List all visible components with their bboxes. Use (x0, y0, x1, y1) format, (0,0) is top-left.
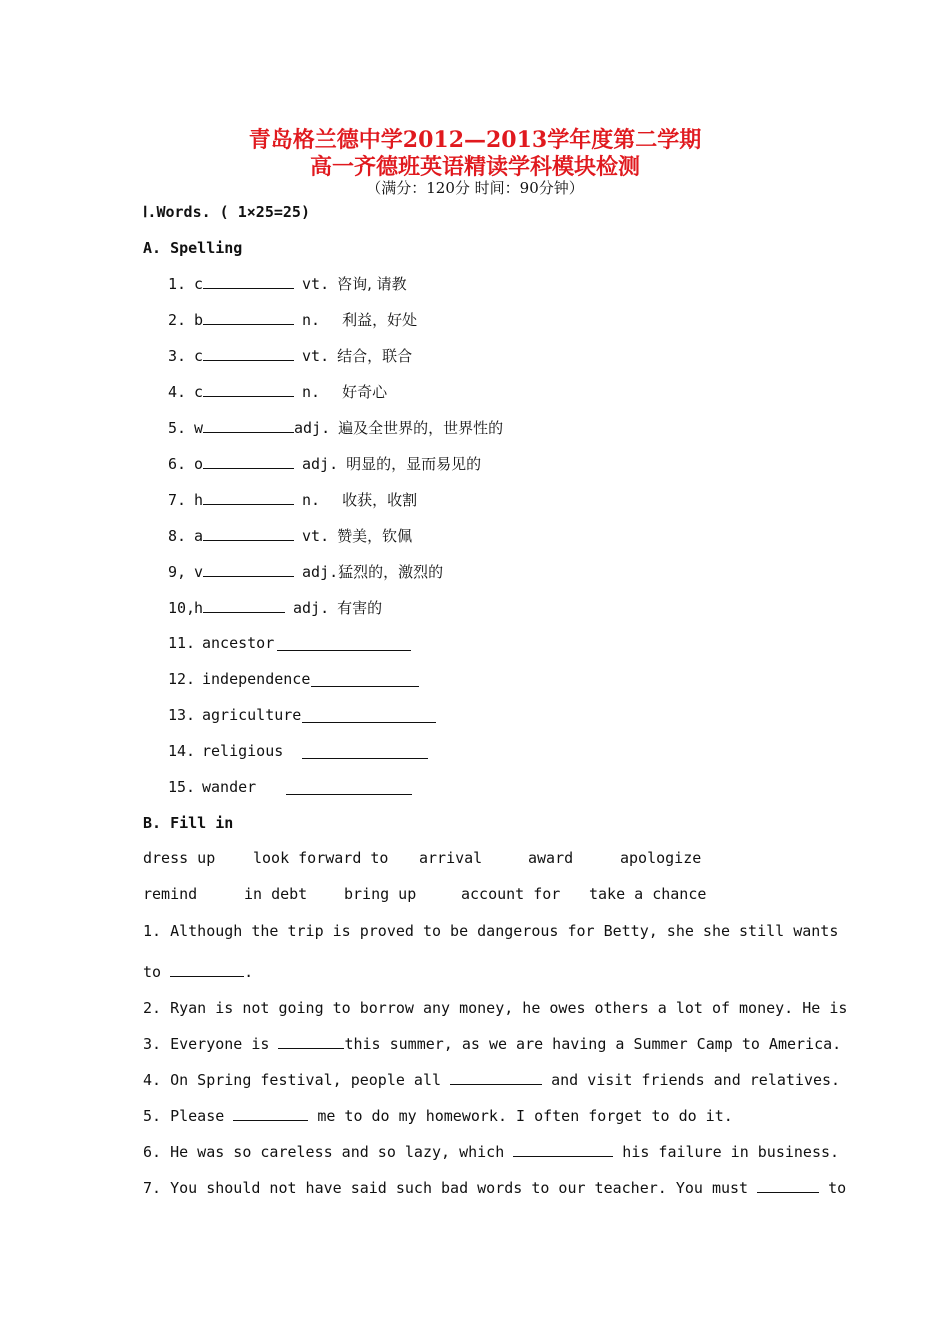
partB-heading: B. Fill in (143, 814, 234, 832)
first-letter: b (194, 311, 204, 329)
item-number: 15. (168, 778, 196, 796)
first-letter: h (194, 599, 204, 617)
english-word: religious (202, 742, 284, 760)
answer-blank[interactable] (203, 562, 294, 577)
word-bank-item: account for (461, 885, 561, 903)
answer-blank[interactable] (302, 744, 428, 759)
word-bank-item: in debt (244, 885, 308, 903)
part-of-speech: adj. (302, 563, 339, 581)
part-of-speech: n. (302, 383, 321, 401)
word-bank-item: take a chance (589, 885, 707, 903)
sentence-5 (143, 1106, 733, 1126)
answer-blank[interactable] (203, 454, 294, 469)
item-number: 3. (168, 347, 187, 365)
spelling-item (168, 526, 412, 546)
item-number: 11. (168, 634, 196, 652)
sentence-2: 2. Ryan is not going to borrow any money, he owes others a lot of money. He is (143, 999, 848, 1017)
chinese-meaning: 好奇心 (342, 383, 388, 401)
sentence-5-pre: 5. Please (143, 1107, 234, 1125)
part-of-speech: adj. (293, 599, 330, 617)
first-letter: a (194, 527, 204, 545)
exam-title-line1: 青岛格兰德中学2012—2013学年度第二学期 (248, 127, 702, 153)
partA-heading: A. Spelling (143, 239, 243, 257)
item-number: 5. (168, 419, 187, 437)
spelling-item (168, 598, 382, 618)
translation-item (168, 633, 468, 653)
answer-blank[interactable] (513, 1142, 613, 1157)
translation-item (168, 669, 468, 689)
word-bank-item: award (528, 849, 574, 867)
sentence-3-pre: 3. Everyone is (143, 1035, 279, 1053)
word-bank-item: apologize (620, 849, 702, 867)
sentence-1b-pre: to (143, 963, 171, 981)
item-number: 14. (168, 742, 196, 760)
sentence-1b (143, 962, 253, 982)
answer-blank[interactable] (170, 962, 244, 977)
sentence-6-pre: 6. He was so careless and so lazy, which (143, 1143, 514, 1161)
item-number: 1. (168, 275, 187, 293)
first-letter: v (194, 563, 204, 581)
translation-item (168, 705, 468, 725)
sentence-1b-post: . (244, 963, 254, 981)
part-of-speech: vt. (302, 275, 330, 293)
chinese-meaning: 收获，收割 (342, 491, 418, 509)
first-letter: c (194, 347, 204, 365)
answer-blank[interactable] (203, 598, 285, 613)
first-letter: h (194, 491, 204, 509)
spelling-item (168, 382, 387, 402)
sentence-7-post: to (819, 1179, 847, 1197)
chinese-meaning: 明显的，显而易见的 (346, 455, 482, 473)
sentence-4 (143, 1070, 840, 1090)
chinese-meaning: 咨询, 请教 (337, 275, 407, 293)
answer-blank[interactable] (278, 1034, 344, 1049)
part-of-speech: vt. (302, 347, 330, 365)
first-letter: c (194, 383, 204, 401)
item-number: 6. (168, 455, 187, 473)
sentence-4-post: and visit friends and relatives. (542, 1071, 841, 1089)
chinese-meaning: 有害的 (337, 599, 383, 617)
answer-blank[interactable] (311, 672, 419, 687)
spelling-item (168, 454, 481, 474)
answer-blank[interactable] (277, 636, 411, 651)
spelling-item (168, 562, 443, 582)
answer-blank[interactable] (450, 1070, 542, 1085)
answer-blank[interactable] (203, 490, 294, 505)
item-number: 10, (168, 599, 196, 617)
answer-blank[interactable] (302, 708, 436, 723)
answer-blank[interactable] (286, 780, 412, 795)
answer-blank[interactable] (203, 382, 294, 397)
exam-title-line2: 高一齐德班英语精读学科模块检测 (309, 154, 640, 180)
chinese-meaning: 利益，好处 (342, 311, 418, 329)
chinese-meaning: 赞美，钦佩 (337, 527, 413, 545)
first-letter: o (194, 455, 204, 473)
chinese-meaning: 结合，联合 (337, 347, 413, 365)
chinese-meaning: 猛烈的，激烈的 (338, 563, 444, 581)
word-bank-item: dress up (143, 849, 216, 867)
item-number: 9, (168, 563, 187, 581)
item-number: 4. (168, 383, 187, 401)
answer-blank[interactable] (203, 274, 294, 289)
english-word: wander (202, 778, 257, 796)
item-number: 13. (168, 706, 196, 724)
sentence-6 (143, 1142, 839, 1162)
sentence-7-pre: 7. You should not have said such bad words to our teacher. You must (143, 1179, 758, 1197)
spelling-item (168, 310, 417, 330)
sentence-3-post: this summer, as we are having a Summer Camp to America. (344, 1035, 842, 1053)
first-letter: w (194, 419, 204, 437)
translation-item (168, 741, 468, 761)
section1-heading: Ⅰ.Words. ( 1×25=25) (143, 203, 310, 221)
sentence-3 (143, 1034, 841, 1054)
sentence-6-post: his failure in business. (613, 1143, 840, 1161)
item-number: 7. (168, 491, 187, 509)
word-bank-item: remind (143, 885, 198, 903)
part-of-speech: vt. (302, 527, 330, 545)
item-number: 8. (168, 527, 187, 545)
spelling-item (168, 418, 503, 438)
chinese-meaning: 遍及全世界的，世界性的 (338, 419, 504, 437)
spelling-item (168, 274, 407, 294)
sentence-5-post: me to do my homework. I often forget to do it. (308, 1107, 733, 1125)
answer-blank[interactable] (233, 1106, 308, 1121)
sentence-7 (143, 1178, 846, 1198)
part-of-speech: n. (302, 311, 321, 329)
word-bank-item: arrival (419, 849, 483, 867)
first-letter: c (194, 275, 204, 293)
item-number: 2. (168, 311, 187, 329)
english-word: independence (202, 670, 311, 688)
translation-item (168, 777, 468, 797)
sentence-1a: 1. Although the trip is proved to be dangerous for Betty, she she still wants (143, 922, 839, 940)
sentence-4-pre: 4. On Spring festival, people all (143, 1071, 451, 1089)
answer-blank[interactable] (203, 418, 294, 433)
spelling-item (168, 346, 412, 366)
answer-blank[interactable] (757, 1178, 819, 1193)
item-number: 12. (168, 670, 196, 688)
part-of-speech: adj. (294, 419, 331, 437)
answer-blank[interactable] (203, 526, 294, 541)
spelling-item (168, 490, 417, 510)
answer-blank[interactable] (203, 346, 294, 361)
word-bank-item: bring up (344, 885, 417, 903)
english-word: ancestor (202, 634, 275, 652)
part-of-speech: n. (302, 491, 321, 509)
answer-blank[interactable] (203, 310, 294, 325)
english-word: agriculture (202, 706, 302, 724)
part-of-speech: adj. (302, 455, 339, 473)
word-bank-item: look forward to (253, 849, 389, 867)
exam-subtitle: （满分：120分 时间：90分钟） (366, 179, 584, 197)
